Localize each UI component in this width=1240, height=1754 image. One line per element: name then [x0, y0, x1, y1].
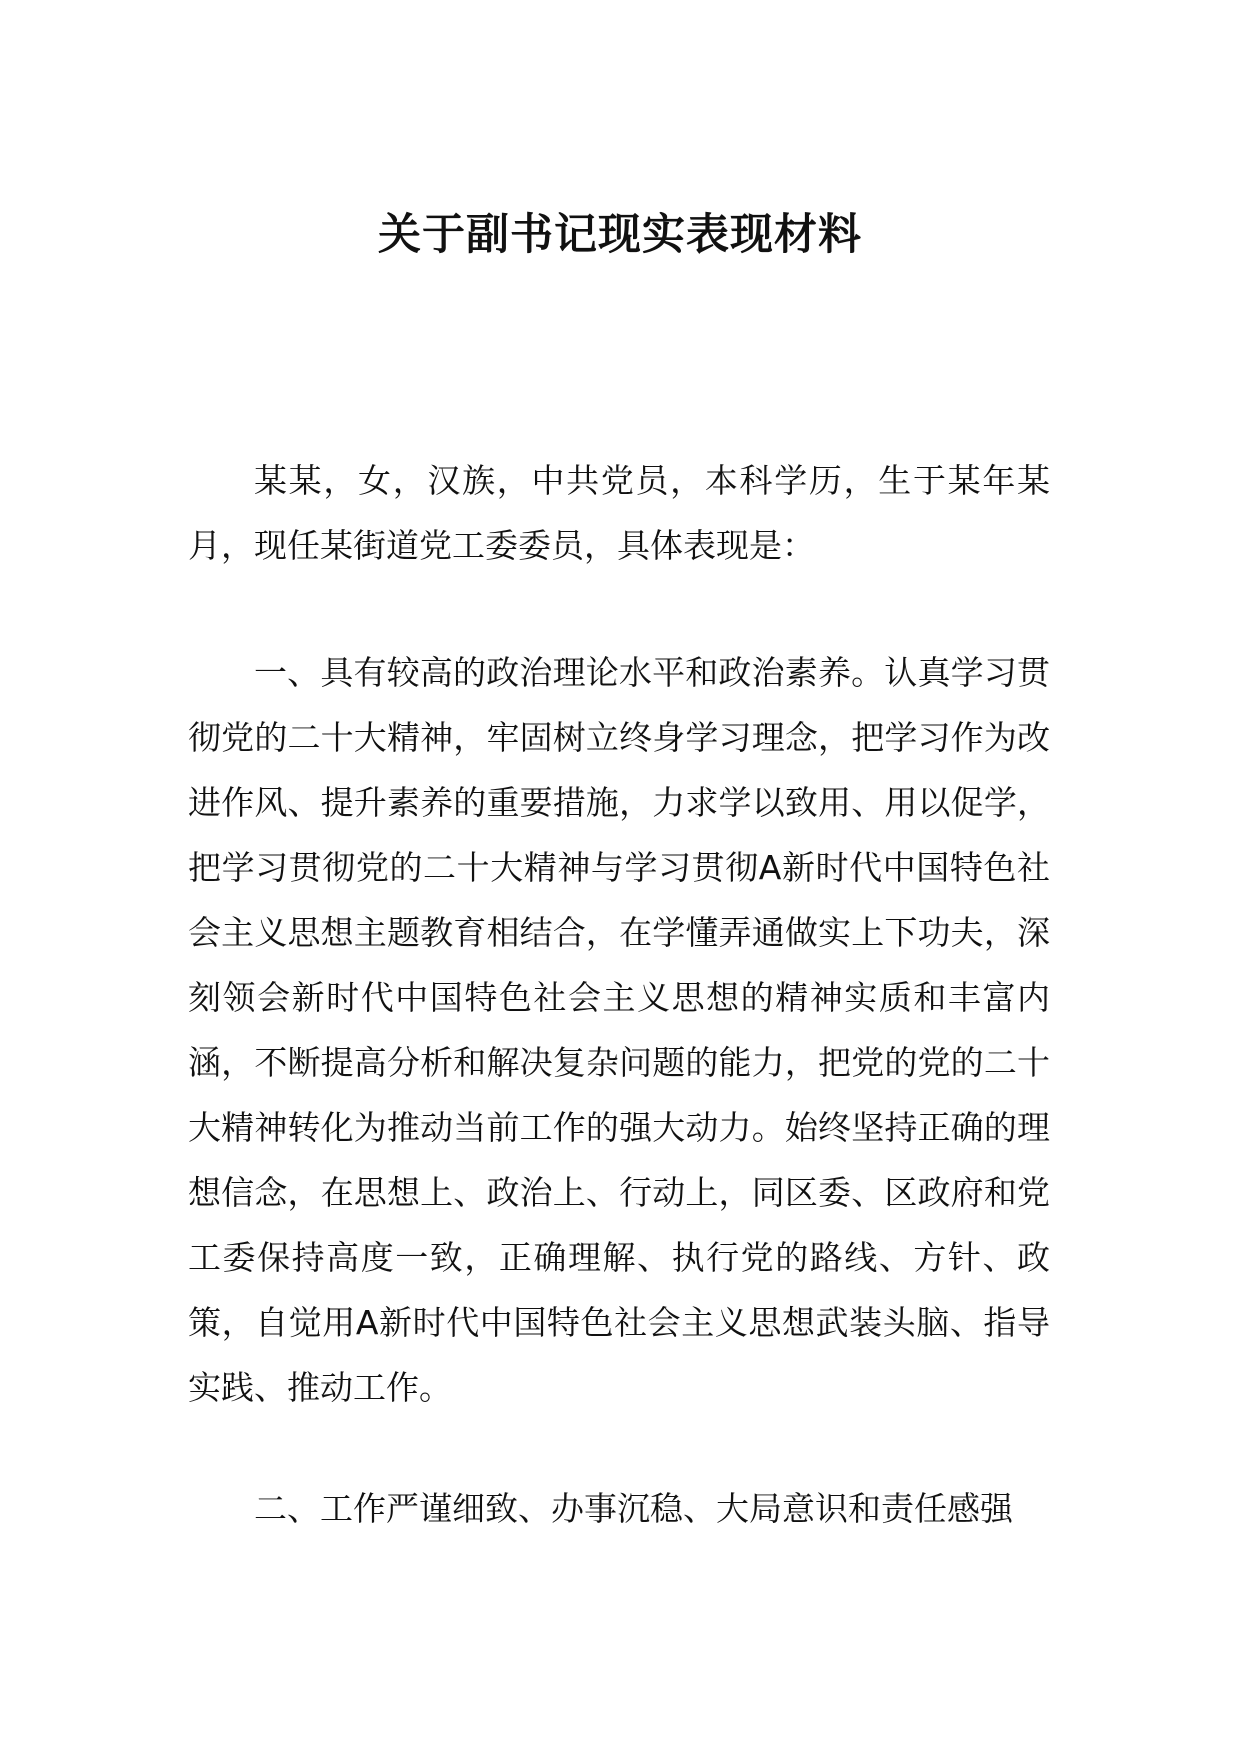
paragraph-section-1: 一、具有较高的政治理论水平和政治素养。认真学习贯彻党的二十大精神，牢固树立终身学习理念，把学习作为改进作风、提升素养的重要措施，力求学以致用、用以促学，把学习贯彻党的二十大精神与学习贯彻A新时代中国特色社会主义思想主题教育相结合，在学懂弄通做实上下功夫，深刻领会新时代中国特色社会主义思想的精神实质和丰富内涵，不断提高分析和解决复杂问题的能力，把党的党的二十大精神转化为推动当前工作的强大动力。始终坚持正确的理想信念，在思想上、政治上、行动上，同区委、区政府和党工委保持高度一致，正确理解、执行党的路线、方针、政策，自觉用A新时代中国特色社会主义思想武装头脑、指导实践、推动工作。	[188, 653, 1050, 1407]
document-title: 关于副书记现实表现材料	[378, 210, 862, 260]
paragraph-section-2: 二、工作严谨细致、办事沉稳、大局意识和责任感强	[254, 1489, 1013, 1528]
paragraph-intro: 某某，女，汉族，中共党员，本科学历，生于某年某月，现任某街道党工委委员，具体表现是：	[188, 461, 1050, 565]
